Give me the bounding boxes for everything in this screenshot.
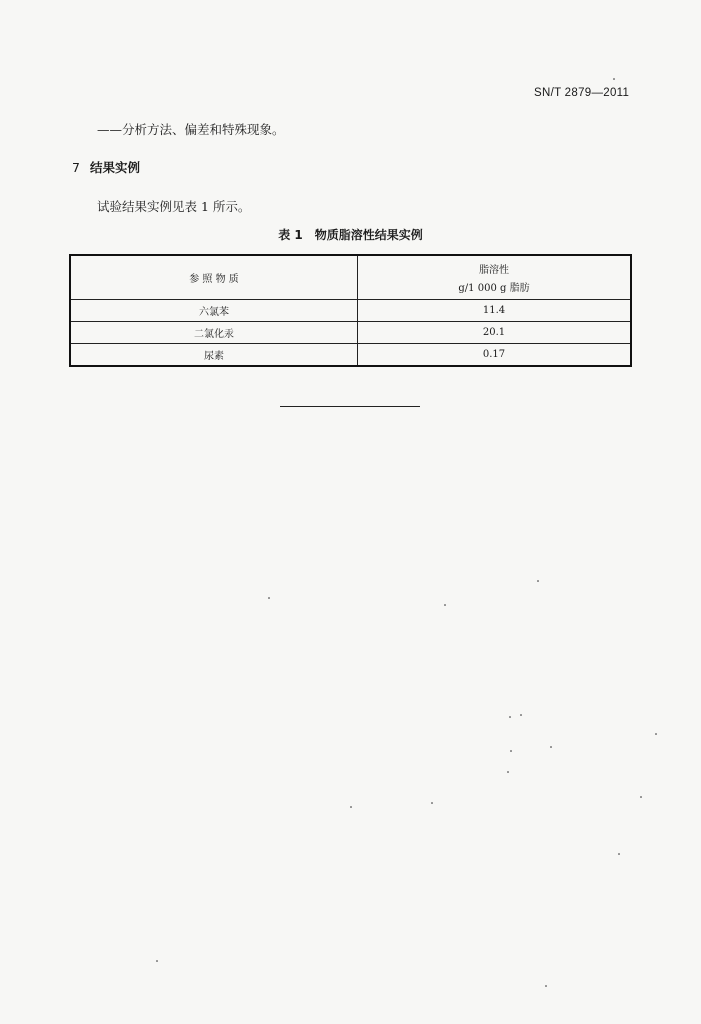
section-title: 结果实例 <box>90 160 141 175</box>
scan-speck <box>156 960 158 962</box>
scan-speck <box>444 604 446 606</box>
end-rule <box>280 406 420 407</box>
table-caption <box>0 226 701 243</box>
scan-speck <box>431 802 433 804</box>
table-row <box>70 344 631 367</box>
table-header-row <box>70 255 631 300</box>
scan-speck <box>537 580 539 582</box>
list-item: ——分析方法、偏差和特殊现象。 <box>97 122 285 137</box>
substance-cell: 六氯苯 <box>70 300 358 322</box>
scan-speck <box>613 78 615 80</box>
header-fat-solubility-label: 脂溶性 <box>479 265 509 276</box>
scan-speck <box>350 806 352 808</box>
substance-cell: 二氯化汞 <box>70 322 358 344</box>
scan-speck <box>510 750 512 752</box>
header-fat-solubility <box>358 255 632 300</box>
section-number: 7 <box>72 160 80 175</box>
scan-speck <box>618 853 620 855</box>
header-reference-substance: 参 照 物 质 <box>70 255 358 300</box>
results-table <box>69 254 632 367</box>
paragraph: 试验结果实例见表 1 所示。 <box>97 199 251 214</box>
scan-speck <box>550 746 552 748</box>
table-row <box>70 300 631 322</box>
scan-speck <box>640 796 642 798</box>
substance-cell: 尿素 <box>70 344 358 367</box>
table-row <box>70 322 631 344</box>
scan-speck <box>268 597 270 599</box>
header-fat-solubility-unit: g/1 000 g 脂肪 <box>458 283 530 294</box>
value-cell: 11.4 <box>358 300 632 322</box>
scan-speck <box>545 985 547 987</box>
standard-code: SN/T 2879—2011 <box>534 87 630 99</box>
value-cell: 20.1 <box>358 322 632 344</box>
scan-speck <box>655 733 657 735</box>
section-heading <box>72 158 140 176</box>
value-cell: 0.17 <box>358 344 632 367</box>
table-caption-title: 物质脂溶性结果实例 <box>314 228 423 242</box>
scan-speck <box>509 716 511 718</box>
table-caption-label: 表 1 <box>278 228 303 242</box>
scan-speck <box>507 771 509 773</box>
scan-speck <box>520 714 522 716</box>
